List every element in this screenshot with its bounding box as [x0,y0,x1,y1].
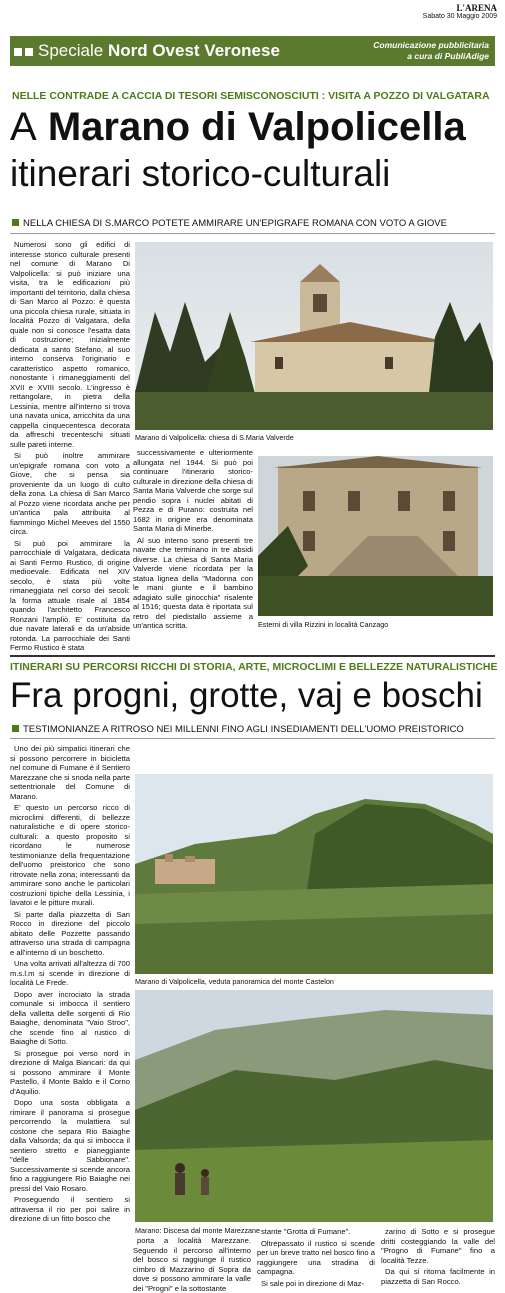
square-bullet-icon [14,48,22,56]
paragraph: Si sale poi in direzione di Maz- [261,1278,364,1288]
article1-column2 [133,448,253,658]
paragraph: zarino di Sotto e si prosegue dritti costeggiando la valle del "Progno di Fumane" fino a località Tezze. [381,1227,495,1265]
section-banner [10,36,495,66]
paragraph: Si parte dalla piazzetta di San Rocco in direzione del piccolo abitato delle Pozzette passando attraverso una strada di campagna e all'interno di un boschetto. [10,909,130,957]
paragraph: stante "Grotta di Fumane". [261,1227,351,1236]
paragraph: Si può poi ammirare la parrocchiale di Valgatara, dedicata ai Santi Fermo Rustico, di origine medioevale. Edificata nel XIV secolo, è stata più volte rimaneggiata nel corso dei secoli: la forma attuale risale al 1854 quando l'architetto Francesco Ronzani l'ampliò. E' costituita da due navate laterali e da un'abside rotonda. La parrocchiale dei Santi Fermo Rustico è stata [10,538,130,652]
paragraph: Proseguendo il sentiero si attraversa il rio per poi salire in direzione di un fitto bosco che [10,1195,130,1223]
article2-caption2: Marano: Discesa dal monte Marezzane [135,1226,261,1235]
photo-villa-rizzini [258,456,493,616]
paragraph: Da qui si ritorna facilmente in piazzetta di San Rocco. [381,1267,495,1286]
article1-title-a: A [10,105,37,149]
paragraph: successivamente e ulteriormente allungata nel 1944. Si può poi continuare l'itinerario storico-culturale in direzione della chiesa di Santa Maria Valverde che sorge sul pendio sopra i nuclei abitati di Pezza e di Purano: costruita nel 1682 in origine era denominata Santa Maria di Minerbe. [133,448,253,533]
article2-column3 [257,1227,375,1288]
article2-column2 [133,1236,251,1293]
article1-subhead [12,218,447,229]
article1-title [10,105,466,149]
paragraph: Si può inoltre ammirare un'epigrafe romana con voto a Giove, che si pensa sia proveniente da un luogo di culto della zona. La chiesa di San Marco al Pozzo viene ricordata anche per un'antica pala attribuita al fiammingo Michel Meeves del 1550 circa. [10,451,130,536]
paragraph: Al suo interno sono presenti tre navate che terminano in tre absidi diverse. La chiesa di Santa Maria Valverde viene ricordata per la statua lignea della "Madonna con le mani giunte e il bambino adagiato sulle ginocchia" risalente al 1516; questa data è riportata sul retro del piedistallo assieme a un'antica scritta. [133,535,253,630]
article1-subhead-text: NELLA CHIESA DI S.MARCO POTETE AMMIRARE UN'EPIGRAFE ROMANA CON VOTO A GIOVE [23,218,447,229]
article1-title-line2: itinerari storico-culturali [10,153,391,194]
article2-subhead-text: TESTIMONIANZE A RITROSO NEI MILLENNI FINO AGLI INSEDIAMENTI DELL'UOMO PREISTORICO [23,724,464,735]
masthead-name: L'ARENA [456,3,497,13]
banner-ad-line2: a cura di PubliAdige [407,51,489,61]
paragraph: Numerosi sono gli edifici di interesse storico culturale presenti nel comune di Marano Di Valpolicella: si può iniziare una visita, tra le edificazioni più importanti del territorio, dalla chiesa di San Marco al Pozzo: è questa una piccola chiesa rurale, situata in località Pozzo di Valgatara, della quale non si conosce l'esatta data di costruzione; inizialmente dedicata a santo Stefano, al suo interno conserva l'originario e caratteristico aspetto romanico, nonostante i rimaneggiamenti del XVII e XVIII secolo. L'ingresso è rettangolare, in pietra della Lessinia, mentre all'interno si trova una navata unica, arricchita da una cappella cinquecentesca decorata da affreschi trecenteschi situati sulle pareti interne. [10,240,130,449]
photo-monte-castelon-panorama [135,774,493,974]
article1-caption2: Esterni di villa Rizzini in località Canzago [258,620,389,629]
photo-monte-marezzane-descent [135,990,493,1222]
square-bullet-icon [12,219,19,226]
divider [10,738,495,739]
article2-kicker: ITINERARI SU PERCORSI RICCHI DI STORIA, ARTE, MICROCLIMI E BELLEZZE NATURALISTICHE [10,661,498,673]
paragraph: Dopo aver incrociato la strada comunale si imbocca il sentiero della valletta delle sorgenti di Rio Baiaghe, denominata "Vaio Stroo", che scende fino al rustico di Baiaghe di Sotto. [10,989,130,1046]
banner-prefix: Speciale [38,41,104,60]
paragraph: E' questo un percorso ricco di microclimi differenti, di bellezze naturalistiche e di opere storico-culturali: a questo proposito si ricordano le numerose testimonianze della frequentazione dell'uomo preistorico che sono ritrovate nella zona; interessanti da ammirare sono anche le particolari costruzioni tipiche della Lessinia, i lavatoi e le pitture murali. [10,803,130,907]
article1-column1 [10,240,130,658]
divider [10,233,495,234]
banner-title: Nord Ovest Veronese [107,41,280,60]
paragraph: porta a località Marezzane. Seguendo il percorso all'interno del bosco si raggiunge il rustico cimbro di Mazzarino di Sopra da dove si possono ammirare la valle dei "Progni" e la sottostante [133,1236,251,1293]
article2-subhead [12,724,464,735]
square-bullet-icon [12,725,19,732]
article1-kicker: NELLE CONTRADE A CACCIA DI TESORI SEMISCONOSCIUTI : VISITA A POZZO DI VALGATARA [12,90,490,102]
article1-title-b: Marano di Valpolicella [47,105,466,149]
paragraph: Una volta arrivati all'altezza di 700 m.s.l.m si scende in direzione di località Le Frede. [10,959,130,987]
masthead-date: Sabato 30 Maggio 2009 [422,13,497,20]
article2-caption1: Marano di Valpolicella, veduta panoramica del monte Castelon [135,977,334,986]
paragraph: Dopo una sosta obbligata a rimirare il panorama si prosegue percorrendo la mulattiera sul costone che separa Rio Baiaghe dalla Valsorda; da qui si imbocca il sentiero stretto e pianeggiante "delle Sabbionare". Successivamente si scende ancora fino a raggiungere Rio Baiaghe nei pressi del Vaio Rosaro. [10,1098,130,1193]
paragraph: Oltrepassato il rustico si scende per un breve tratto nel bosco fino a raggiungere una stradina di campagna. [257,1238,375,1276]
photo-church-santa-maria-valverde [135,242,493,430]
paragraph: Si prosegue poi verso nord in direzione di Malga Biancari: da qui si possono ammirare il Monte Pastello, il Monte Baldo e il Corno d'Aquilio. [10,1048,130,1096]
paragraph: Uno dei più simpatici itinerari che si possono percorrere in bicicletta nel comune di Fumane è il Sentiero Marezzane che si snoda nella parte settentrionale del Comune di Marano. [10,744,130,801]
square-bullet-icon [25,48,33,56]
article1-caption1: Marano di Valpolicella: chiesa di S.Maria Valverde [135,433,294,442]
article2-column1 [10,744,130,1270]
article2-column4 [381,1227,495,1286]
banner-ad-line1: Comunicazione pubblicitaria [373,40,489,50]
section-divider [10,655,495,657]
article2-title: Fra progni, grotte, vaj e boschi [10,676,483,715]
